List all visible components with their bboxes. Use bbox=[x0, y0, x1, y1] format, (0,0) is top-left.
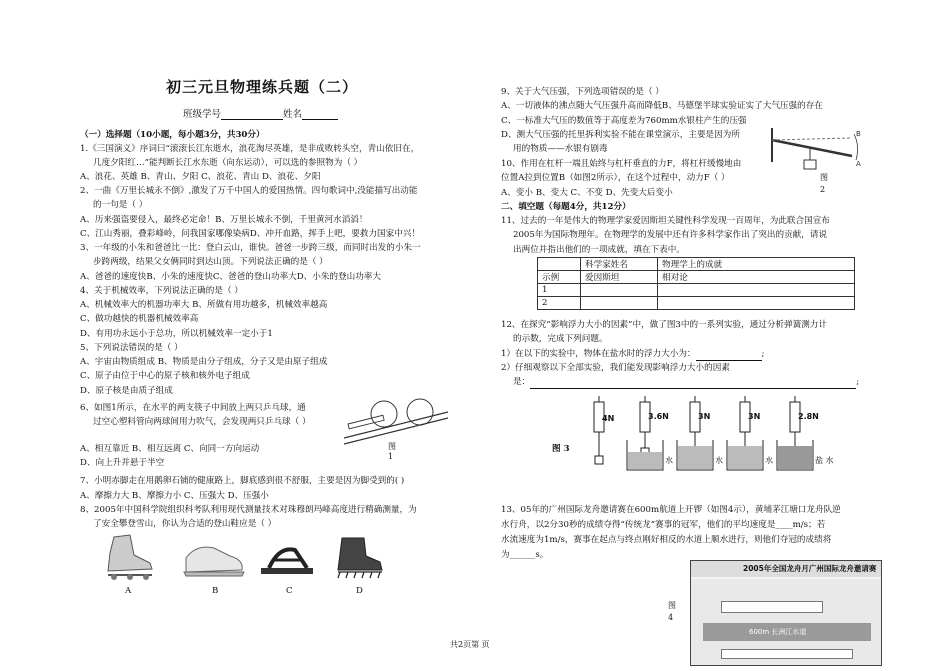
spring-scale-4 bbox=[727, 396, 763, 470]
q6-line2: 过空心塑料管向两球间用力吹气，会发现两只乒乓球（ ） bbox=[93, 417, 311, 427]
q9-stem: 9、关于大气压强，下列选项错误的是（ ） bbox=[501, 87, 664, 97]
q1-line1: 1.《三国演义》序词曰“滚滚长江东逝水，浪花淘尽英雄，是非成败转头空，青山依旧在， bbox=[80, 144, 420, 154]
spring-scale-5 bbox=[777, 396, 813, 470]
class-label: 班级学号 bbox=[183, 109, 222, 120]
table-cell: 2 bbox=[538, 297, 581, 310]
q6-option-d: D、向上升并悬于半空 bbox=[80, 458, 165, 468]
table-cell: 示例 bbox=[538, 271, 581, 284]
q10-line1: 10、作用在杠杆一端且始终与杠杆垂直的力F，将杠杆缓慢地由 bbox=[501, 159, 742, 169]
q1-options: A、浪花、英雄 B、青山、夕阳 C、浪花、青山 D、浪花、夕阳 bbox=[80, 172, 321, 182]
map-road-upper bbox=[721, 601, 823, 613]
q11-line1: 11、过去的一年是伟大的物理学家爱因斯坦关键性科学发现一百周年，为此联合国宣布 bbox=[501, 216, 830, 226]
figure-2-caption: 图 2 bbox=[820, 173, 828, 194]
shoe-c-sandal bbox=[255, 538, 319, 580]
page-footer: 共2页第 页 bbox=[450, 640, 490, 649]
table-row bbox=[538, 271, 855, 284]
class-blank[interactable] bbox=[221, 109, 283, 120]
q2-line2: 的一句是（ ） bbox=[93, 200, 148, 210]
table-header-row bbox=[538, 258, 855, 271]
scientist-table bbox=[537, 257, 855, 310]
spring-reading-3: 3N bbox=[698, 412, 711, 421]
q5-option-c: C、原子由位于中心的原子核和核外电子组成 bbox=[80, 371, 250, 381]
q4-stem: 4、关于机械效率，下列说法正确的是（ ） bbox=[80, 286, 243, 296]
shoe-d-climbing-boot bbox=[330, 534, 386, 582]
table-header-cell: 科学家姓名 bbox=[581, 258, 658, 271]
water-label-3: 水 bbox=[765, 456, 773, 465]
spring-reading-1: 4N bbox=[602, 414, 615, 423]
map-road-lower bbox=[721, 649, 853, 659]
q6-option-abc: A、相互靠近 B、相互远离 C、向同一方向运动 bbox=[80, 444, 260, 454]
q13-line2: 水行舟，以2分30秒的成绩夺得“传统龙”赛事的冠军，他们的平均速度是____m/s；若 bbox=[501, 520, 826, 530]
svg-text:A: A bbox=[856, 160, 861, 168]
figure-3-buoyancy-experiment bbox=[585, 396, 835, 474]
spring-scale-1 bbox=[594, 396, 604, 464]
water-label-1: 水 bbox=[665, 456, 673, 465]
table-cell: 爱因斯坦 bbox=[581, 271, 658, 284]
shoe-label-a: A bbox=[125, 586, 132, 596]
table-cell[interactable] bbox=[658, 297, 855, 310]
pingpong-ball-2 bbox=[407, 399, 433, 425]
table-cell: 相对论 bbox=[658, 271, 855, 284]
table-row bbox=[538, 297, 855, 310]
spring-scale-2 bbox=[627, 396, 663, 470]
q12-part2-answer: 是： ; bbox=[513, 377, 860, 387]
q13-line4: 为______s。 bbox=[501, 550, 549, 560]
figure-1-caption: 图 1 bbox=[388, 442, 396, 461]
q7-stem: 7、小明赤脚走在用鹅卵石铺的健康路上，脚底感到很不舒服，主要是因为脚受到的( ) bbox=[80, 476, 405, 486]
name-blank[interactable] bbox=[302, 109, 338, 120]
table-row bbox=[538, 284, 855, 297]
q12-part2-blank[interactable] bbox=[530, 378, 856, 389]
table-header-cell: 物理学上的成就 bbox=[658, 258, 855, 271]
q4-option-d: D、有用功永远小于总功，所以机械效率一定小于1 bbox=[80, 329, 273, 339]
q2-option-cd: C、江山秀丽，叠彩峰岭，问我国家哪像染病D、冲开血路，挥手上吧，要救力国家中兴！ bbox=[80, 229, 421, 239]
table-cell[interactable] bbox=[581, 284, 658, 297]
spring-reading-5: 2.8N bbox=[798, 412, 819, 421]
q2-line1: 2、一曲《万里长城永不倒》,激发了万千中国人的爱国热情。四句歌词中,没能描写出动能 bbox=[80, 186, 418, 196]
svg-text:B: B bbox=[856, 130, 861, 138]
q5-stem: 5、下列说法错误的是（ ） bbox=[80, 343, 183, 353]
q3-line1: 3、一年级的小朱和爸爸比一比：登白云山，谁快。爸爸一步跨三级，而同时出发的小朱一 bbox=[80, 243, 421, 253]
q3-line2: 步跨两级，结果父女俩同时到达山顶。下列说法正确的是（ ） bbox=[93, 257, 328, 267]
q9-option-c: C、一标准大气压的数值等于高度差为760mm水银柱产生的压强 bbox=[501, 116, 747, 126]
q3-options: A、爸爸的速度快B、小朱的速度快C、爸爸的登山功率大D、小朱的登山功率大 bbox=[80, 272, 381, 282]
q5-option-ab: A、宇宙由物质组成 B、物质是由分子组成，分子又是由原子组成 bbox=[80, 357, 328, 367]
pingpong-ball-1 bbox=[371, 401, 397, 427]
q9-option-d-line1: D、测大气压强的托里拆利实验不能在课堂演示，主要是因为所 bbox=[501, 130, 740, 140]
shoe-label-d: D bbox=[356, 586, 363, 596]
table-cell: 1 bbox=[538, 284, 581, 297]
shoe-a-inline-skate bbox=[100, 533, 160, 581]
q2-option-ab: A、历来强盗要侵入，最终必定命！B、万里长城永不倒，千里黄河水滔滔！ bbox=[80, 215, 368, 225]
shoe-label-b: B bbox=[212, 586, 219, 596]
straw-tube bbox=[348, 415, 384, 429]
q7-options: A、摩擦力大 B、摩擦力小 C、压强大 D、压强小 bbox=[80, 491, 269, 501]
figure-4-race-map bbox=[690, 560, 882, 666]
class-name-line bbox=[183, 106, 338, 120]
q9-option-d-line2: 用的物质——水银有剧毒 bbox=[513, 144, 608, 154]
q13-line3: 水流速度为1m/s，赛事在起点与终点刚好相反的水道上顺水进行，则他们夺冠的成绩将 bbox=[501, 535, 832, 545]
q12-part2: 2）仔细观察以下全部实验，我们能发现影响浮力大小的因素 bbox=[501, 363, 730, 373]
page-title: 初三元旦物理练兵题（二） bbox=[166, 78, 359, 96]
water-label-2: 水 bbox=[715, 456, 723, 465]
table-header-cell bbox=[538, 258, 581, 271]
figure-4-caption: 图 4 bbox=[668, 601, 676, 622]
hanging-weight bbox=[804, 160, 816, 169]
map-banner-title: 2005年全国龙舟月广州国际龙舟邀请赛 bbox=[743, 564, 877, 573]
map-course-label: 600m 长洲江水道 bbox=[749, 628, 807, 636]
q12-part1: 1）在以下的实验中，物体在盐水时的浮力大小为： ; bbox=[501, 349, 765, 359]
q6-line1: 6、如图1所示，在水平的两支筷子中间放上两只乒乓球，通 bbox=[80, 403, 306, 413]
q13-line1: 13、05年的广州国际龙舟邀请赛在600m航道上开锣（如图4示），黄埔茅江塘口龙舟队逆 bbox=[501, 505, 841, 515]
q8-line1: 8、2005年中国科学院组织科考队利用现代测量技术对珠穆朗玛峰高度进行精确测量，为 bbox=[80, 505, 417, 515]
q10-options: A、变小 B、变大 C、不变 D、先变大后变小 bbox=[501, 188, 673, 198]
q11-line2: 2005年为国际物理年。在物理学的发展中还有许多科学家作出了突出的贡献，请说 bbox=[513, 230, 828, 240]
q12-part1-text: 1）在以下的实验中，物体在盐水时的浮力大小为： bbox=[501, 349, 696, 359]
q9-option-ab: A、一切液体的沸点随大气压强升高而降低B、马德堡半球实验证实了大气压强的存在 bbox=[501, 101, 823, 111]
spring-reading-4: 3N bbox=[748, 412, 761, 421]
chopstick-2 bbox=[344, 418, 448, 444]
q11-line3: 出两位并指出他们的一项成就，填在下表中。 bbox=[513, 245, 685, 255]
table-cell[interactable] bbox=[581, 297, 658, 310]
shoe-label-c: C bbox=[286, 586, 293, 596]
figure-3-caption: 图 3 bbox=[552, 444, 570, 454]
map-banner bbox=[691, 561, 881, 577]
spring-reading-2: 3.6N bbox=[648, 412, 669, 421]
table-cell[interactable] bbox=[658, 284, 855, 297]
lever-bar bbox=[772, 140, 852, 156]
figure-2-lever bbox=[770, 126, 865, 176]
spring-scale-3 bbox=[677, 396, 713, 470]
q5-option-d: D、原子核是由质子组成 bbox=[80, 386, 173, 396]
section-fill-heading: 二、填空题（每题4分，共12分） bbox=[501, 202, 631, 212]
q4-option-c: C、做功越快的机器机械效率高 bbox=[80, 314, 199, 324]
q12-part2-is: 是： bbox=[513, 377, 531, 387]
shoe-b-sneaker bbox=[180, 540, 248, 580]
q1-line2: 几度夕阳红…”能判断长江水东逝（向东运动），可以选的参照物为（ ） bbox=[93, 158, 363, 168]
section-choice-heading: （一）选择题（10小题，每小题3分，共30分） bbox=[80, 130, 265, 140]
q10-line2: 位置A拉到位置B（如图2所示），在这个过程中，动力F（ ） bbox=[501, 173, 730, 183]
q12-line1: 12、在探究“影响浮力大小的因素”中，做了图3中的一系列实验，通过分析弹簧测力计 bbox=[501, 320, 827, 330]
q12-part1-blank[interactable] bbox=[696, 350, 762, 361]
salt-water-label: 盐 水 bbox=[815, 456, 834, 465]
name-label: 姓名 bbox=[283, 109, 303, 120]
q8-line2: 了安全攀登雪山，你认为合适的登山鞋应是（ ） bbox=[93, 519, 277, 529]
q4-option-ab: A、机械效率大的机器功率大 B、所做有用功越多，机械效率越高 bbox=[80, 300, 328, 310]
q12-line2: 的示数，完成下列问题。 bbox=[513, 334, 608, 344]
